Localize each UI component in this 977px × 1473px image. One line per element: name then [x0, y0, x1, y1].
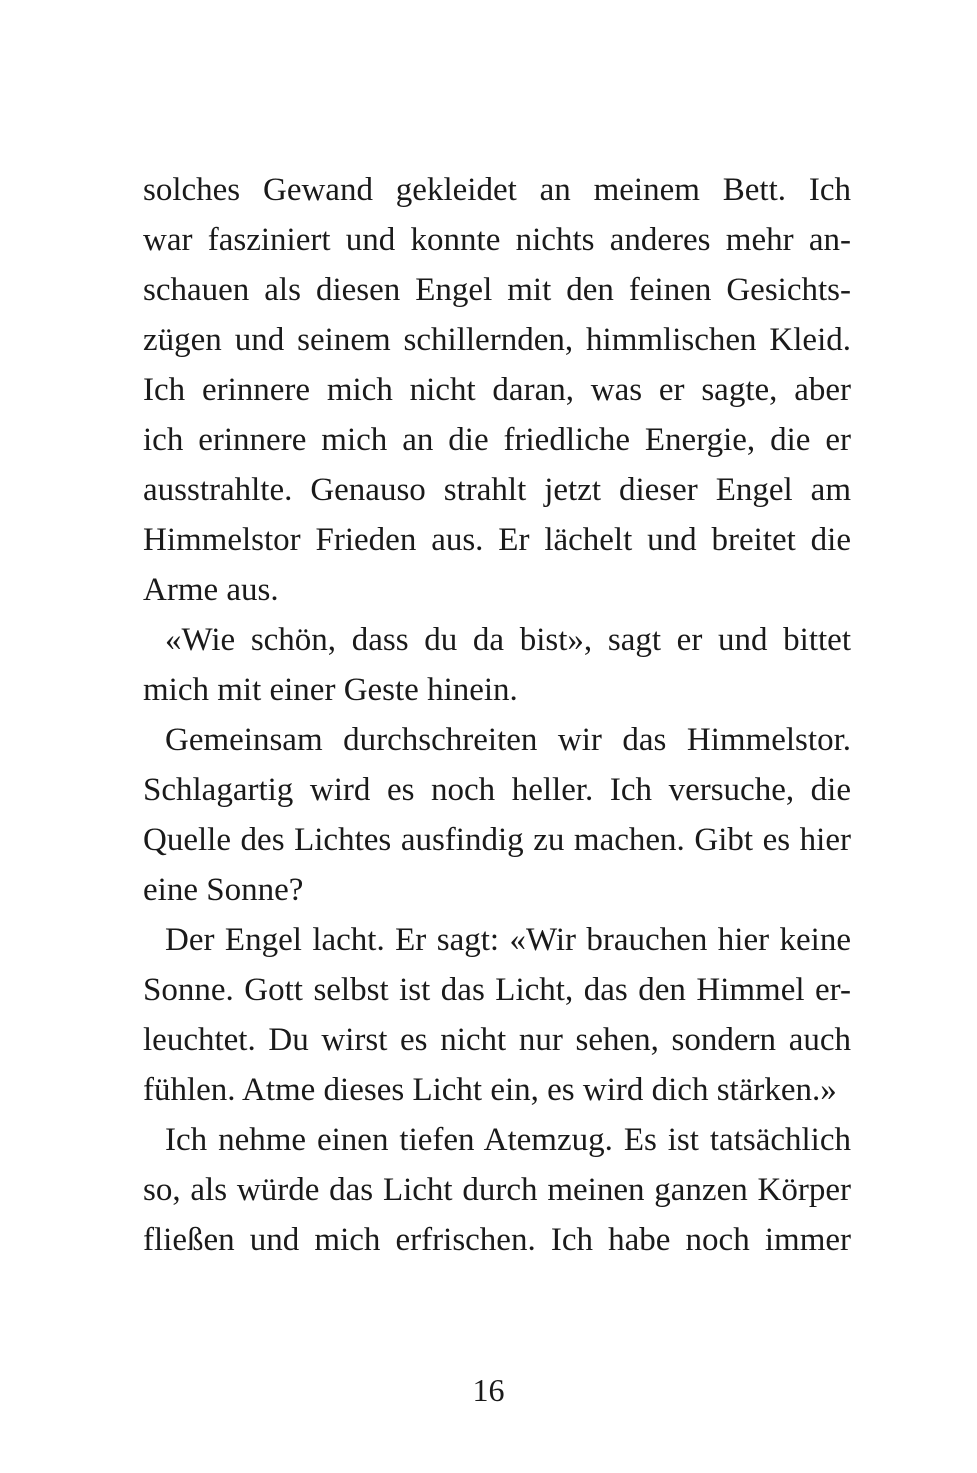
- text-line: Quelle des Lichtes ausfindig zu machen. Gibt es hier: [143, 822, 851, 858]
- text-line: Gemeinsam durchschreiten wir das Himmelstor.: [165, 722, 851, 758]
- text-line: mich mit einer Geste hinein.: [143, 672, 518, 708]
- body-text: [143, 165, 851, 1265]
- paragraph: [143, 1115, 851, 1265]
- text-line: ich erinnere mich an die friedliche Energie, die er: [143, 422, 851, 458]
- text-line: schauen als diesen Engel mit den feinen Gesichts-: [143, 272, 851, 308]
- text-line: Ich erinnere mich nicht daran, was er sagte, aber: [143, 372, 851, 408]
- text-line: so, als würde das Licht durch meinen ganzen Körper: [143, 1172, 851, 1208]
- text-line: fließen und mich erfrischen. Ich habe noch immer: [143, 1222, 851, 1258]
- text-line: Sonne. Gott selbst ist das Licht, das den Himmel er-: [143, 972, 851, 1008]
- page-number: 16: [472, 1372, 505, 1408]
- text-line: war fasziniert und konnte nichts anderes mehr an-: [143, 222, 851, 258]
- text-line: Himmelstor Frieden aus. Er lächelt und breitet die: [143, 522, 851, 558]
- text-line: fühlen. Atme dieses Licht ein, es wird dich stärken.»: [143, 1072, 837, 1108]
- paragraph: [143, 715, 851, 915]
- text-line: zügen und seinem schillernden, himmlischen Kleid.: [143, 322, 851, 358]
- paragraph: [143, 165, 851, 615]
- text-line: solches Gewand gekleidet an meinem Bett. Ich: [143, 172, 851, 208]
- text-line: «Wie schön, dass du da bist», sagt er und bittet: [165, 622, 851, 658]
- paragraph: [143, 615, 851, 715]
- text-line: Arme aus.: [143, 572, 279, 608]
- text-line: ausstrahlte. Genauso strahlt jetzt dieser Engel am: [143, 472, 851, 508]
- text-line: eine Sonne?: [143, 872, 304, 908]
- text-line: Schlagartig wird es noch heller. Ich versuche, die: [143, 772, 851, 808]
- paragraph: [143, 915, 851, 1115]
- text-line: Ich nehme einen tiefen Atemzug. Es ist tatsächlich: [165, 1122, 851, 1158]
- text-line: leuchtet. Du wirst es nicht nur sehen, sondern auch: [143, 1022, 851, 1058]
- text-line: Der Engel lacht. Er sagt: «Wir brauchen hier keine: [165, 922, 851, 958]
